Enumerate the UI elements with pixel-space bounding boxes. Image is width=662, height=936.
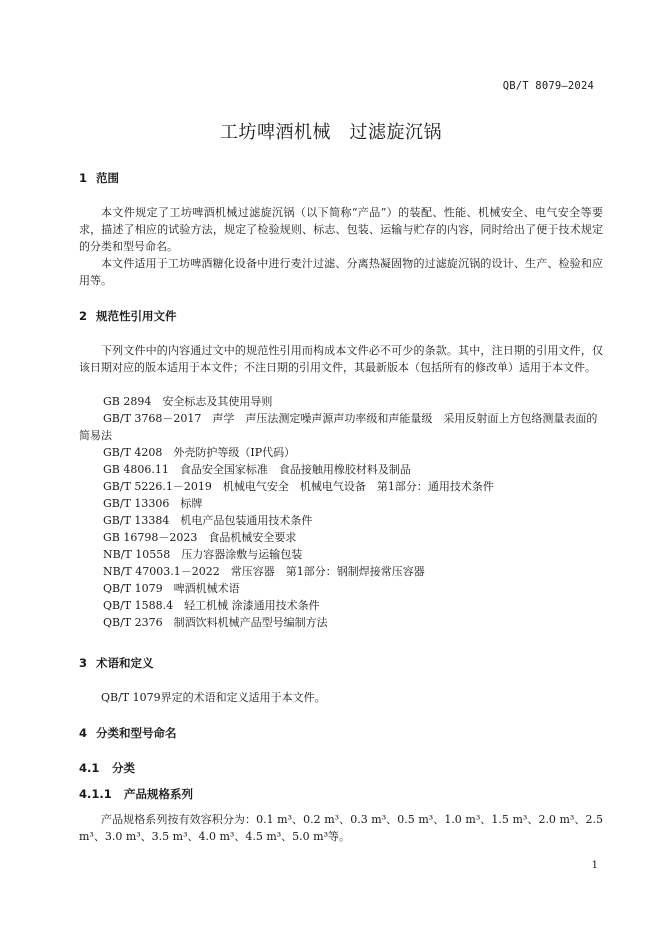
reference-item: NB/T 10558 压力容器涂敷与运输包装 — [103, 548, 303, 561]
subsection-title: 产品规格系列 — [124, 787, 193, 801]
section-title: 术语和定义 — [96, 656, 154, 670]
reference-item: GB/T 4208 外壳防护等级（IP代码） — [103, 446, 296, 459]
reference-item: GB/T 13306 标牌 — [103, 497, 203, 510]
page-number: 1 — [591, 860, 598, 871]
section-number: 1 — [79, 171, 88, 185]
reference-item: GB/T 5226.1－2019 机械电气安全 机械电气设备 第1部分：通用技术条件 — [103, 480, 494, 493]
reference-item: QB/T 1588.4 轻工机械 涂漆通用技术条件 — [103, 599, 320, 612]
reference-item: NB/T 47003.1－2022 常压容器 第1部分：钢制焊接常压容器 — [103, 565, 425, 578]
section-number: 4 — [79, 726, 88, 740]
section-title: 规范性引用文件 — [96, 309, 177, 323]
section-title: 范围 — [96, 171, 119, 185]
document-title: 工坊啤酒机械 过滤旋沉锅 — [220, 122, 442, 143]
subsection-4-1-1-heading — [79, 786, 193, 802]
terms-paragraph: QB/T 1079界定的术语和定义适用于本文件。 — [101, 691, 326, 704]
section-2-heading — [79, 308, 177, 324]
reference-item: GB 16798－2023 食品机械安全要求 — [103, 531, 297, 544]
subsection-number: 4.1 — [79, 761, 100, 775]
subsection-4-1-heading — [79, 760, 135, 776]
reference-item: QB/T 2376 制酒饮料机械产品型号编制方法 — [103, 616, 328, 629]
normative-references-intro: 下列文件中的内容通过文中的规范性引用而构成本文件必不可少的条款。其中，注日期的引用文件，仅该日期对应的版本适用于本文件；不注日期的引用文件，其最新版本（包括所有的修改单）适用于本文件。 — [79, 344, 603, 374]
reference-item: QB/T 1079 啤酒机械术语 — [103, 582, 240, 595]
subsection-title: 分类 — [112, 761, 135, 775]
section-4-heading — [79, 725, 177, 741]
standard-code: QB/T 8079—2024 — [502, 80, 594, 92]
reference-item: GB/T 13384 机电产品包装通用技术条件 — [103, 514, 313, 527]
reference-item: GB 4806.11 食品安全国家标准 食品接触用橡胶材料及制品 — [103, 463, 411, 476]
scope-paragraph-1: 本文件规定了工坊啤酒机械过滤旋沉锅（以下简称“产品”）的装配、性能、机械安全、电气安全等要求，描述了相应的试验方法，规定了检验规则、标志、包装、运输与贮存的内容，同时给出了便于技术规定的分类和型号命名。 — [79, 206, 603, 253]
reference-item: GB 2894 安全标志及其使用导则 — [103, 395, 273, 408]
section-number: 3 — [79, 656, 88, 670]
product-spec-paragraph: 产品规格系列按有效容积分为：0.1 m³、0.2 m³、0.3 m³、0.5 m³、1.0 m³、1.5 m³、2.0 m³、2.5 m³、3.0 m³、3.5 m³、4.0 m³、4.5 m³、5.0 m³等。 — [79, 813, 603, 843]
section-1-heading — [79, 170, 119, 186]
section-title: 分类和型号命名 — [96, 726, 177, 740]
reference-item: GB/T 3768－2017 声学 声压法测定噪声源声功率级和声能量级 采用反射面上方包络测量表面的简易法 — [79, 412, 598, 442]
section-number: 2 — [79, 309, 88, 323]
subsection-number: 4.1.1 — [79, 787, 112, 801]
scope-paragraph-2: 本文件适用于工坊啤酒糖化设备中进行麦汁过滤、分离热凝固物的过滤旋沉锅的设计、生产、检验和应用等。 — [79, 257, 603, 287]
section-3-heading — [79, 655, 154, 671]
